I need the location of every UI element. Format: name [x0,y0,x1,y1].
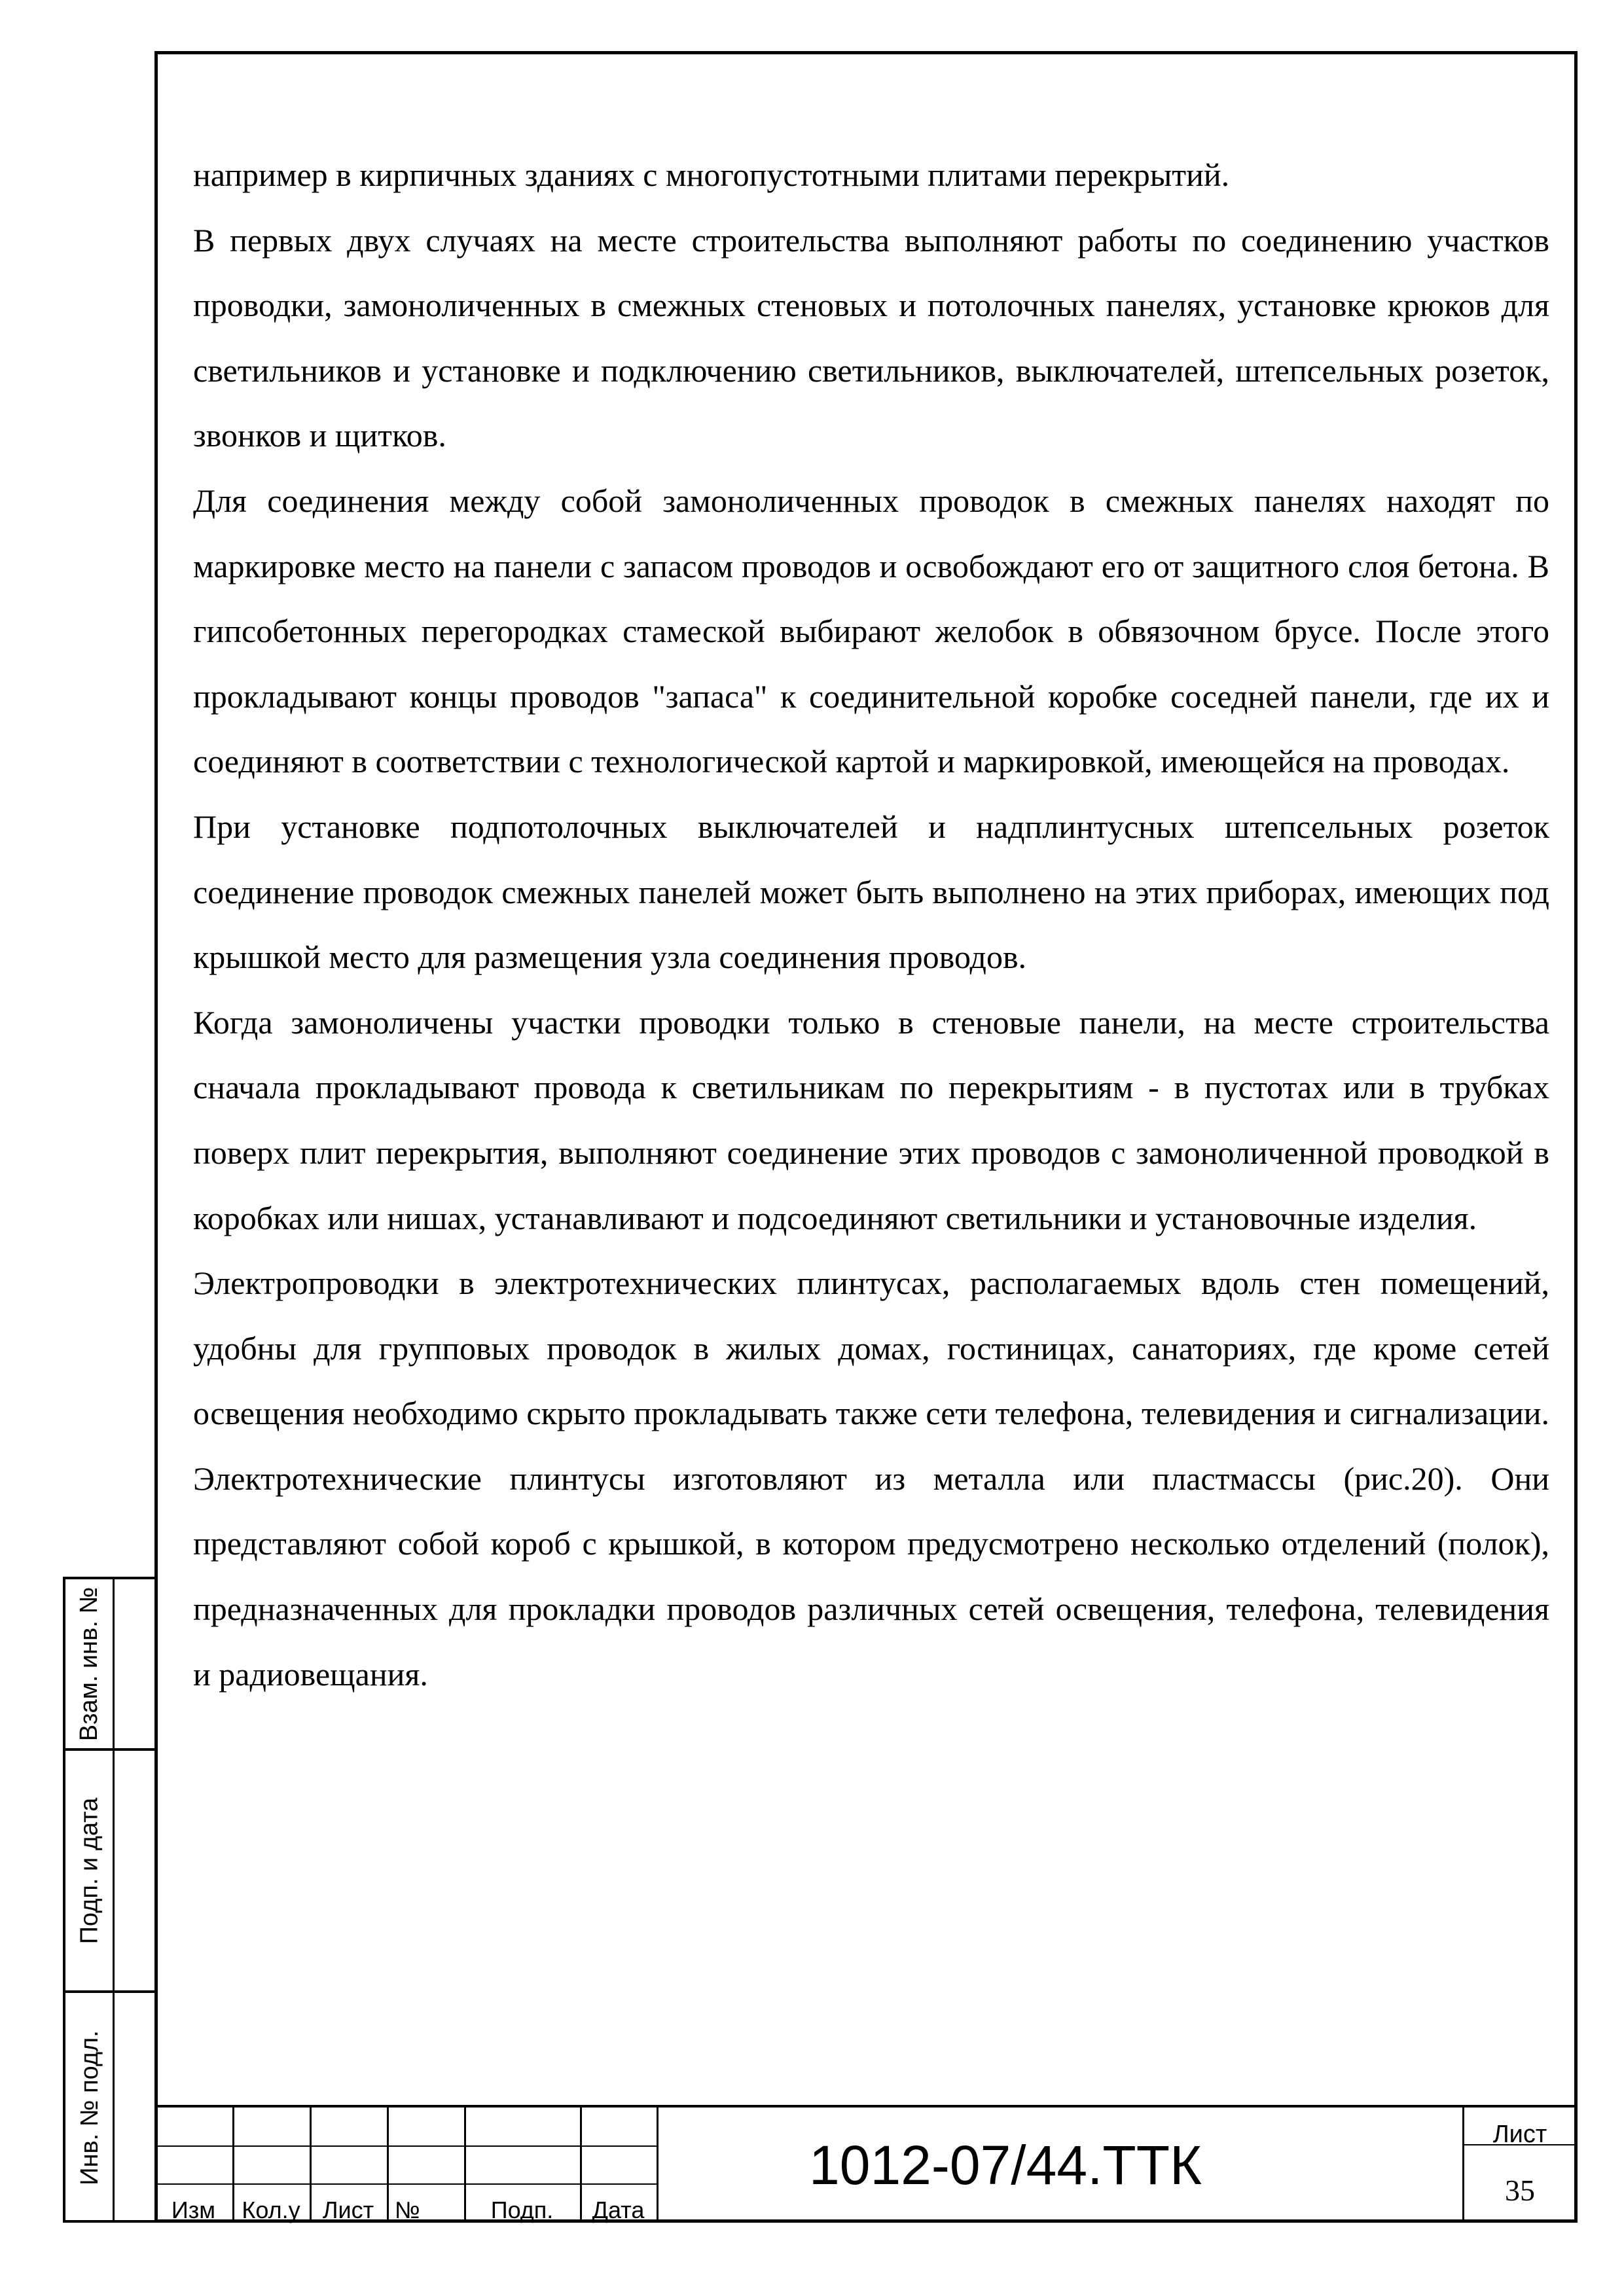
sheet-label: Лист [1492,2121,1547,2148]
header-data: Дата [592,2197,645,2223]
sheet-number: 35 [1505,2174,1535,2207]
title-block-row-line [154,2145,659,2147]
header-izm: Изм [171,2197,216,2223]
title-block [154,2105,1578,2223]
paragraph: Когда замоноличены участки проводки только в стеновые панели, на месте строительства сначала прокладывают провода к светильникам по перекрытиям - в пустотах или в трубках поверх плит перекрытия, выполняют соединение этих проводов с замоноличенной проводкой в коробках или нишах, устанавливают и подсоединяют светильники и установочные изделия. [193,1003,1549,1236]
paragraph: В первых двух случаях на месте строительства выполняют работы по соединению участков проводки, замоноличенных в смежных стеновых и потолочных панелях, установке крюков для светильников и установке и подключению светильников, выключателей, штепсельных розеток, звонков и щитков. [193,221,1549,454]
document-code: 1012-07/44.ТТК [809,2134,1202,2196]
header-number: № [395,2197,420,2223]
title-block-row-line [154,2183,659,2185]
podp-data-label: Подп. и дата [75,1797,103,1944]
vzam-inv-label: Взам. инв. № [75,1587,103,1741]
paragraph: Для соединения между собой замоноличенных проводок в смежных панелях находят по маркировке место на панели с запасом проводов и освобождают его от защитного слоя бетона. В гипсобетонных перегородках стамеской выбирают желобок в обвязочном брусе. После этого прокладывают концы проводов "запаса" к соединительной коробке соседней панели, где их и соединяют в соответствии с технологической картой и маркировкой, имеющейся на проводах. [193,482,1549,780]
paragraph: Электропроводки в электротехнических плинтусах, располагаемых вдоль стен помещений, удобны для групповых проводок в жилых домах, гостиницах, санаториях, где кроме сетей освещения необходимо скрыто прокладывать также сети телефона, телевидения и сигнализации. Электротехнические плинтусы изготовляют из металла или пластмассы (рис.20). Они представляют собой короб с крышкой, в котором предусмотрено несколько отделений (полок), предназначенных для прокладки проводов различных сетей освещения, телефона, телевидения и радиовещания. [193,1265,1549,1693]
header-podp: Подп. [490,2197,554,2223]
header-list: Лист [322,2197,374,2223]
document-body [193,143,1549,1707]
paragraph: например в кирпичных зданиях с многопустотными плитами перекрытий. [193,156,1230,193]
header-kol-uch: Кол.у [242,2197,300,2223]
inv-podl-label: Инв. № подл. [75,2030,103,2185]
paragraph: При установке подпотолочных выключателей и надплинтусных штепсельных розеток соединение проводок смежных панелей может быть выполнено на этих приборах, имеющих под крышкой место для размещения узла соединения проводов. [193,808,1549,976]
side-stamp [63,1577,154,2223]
